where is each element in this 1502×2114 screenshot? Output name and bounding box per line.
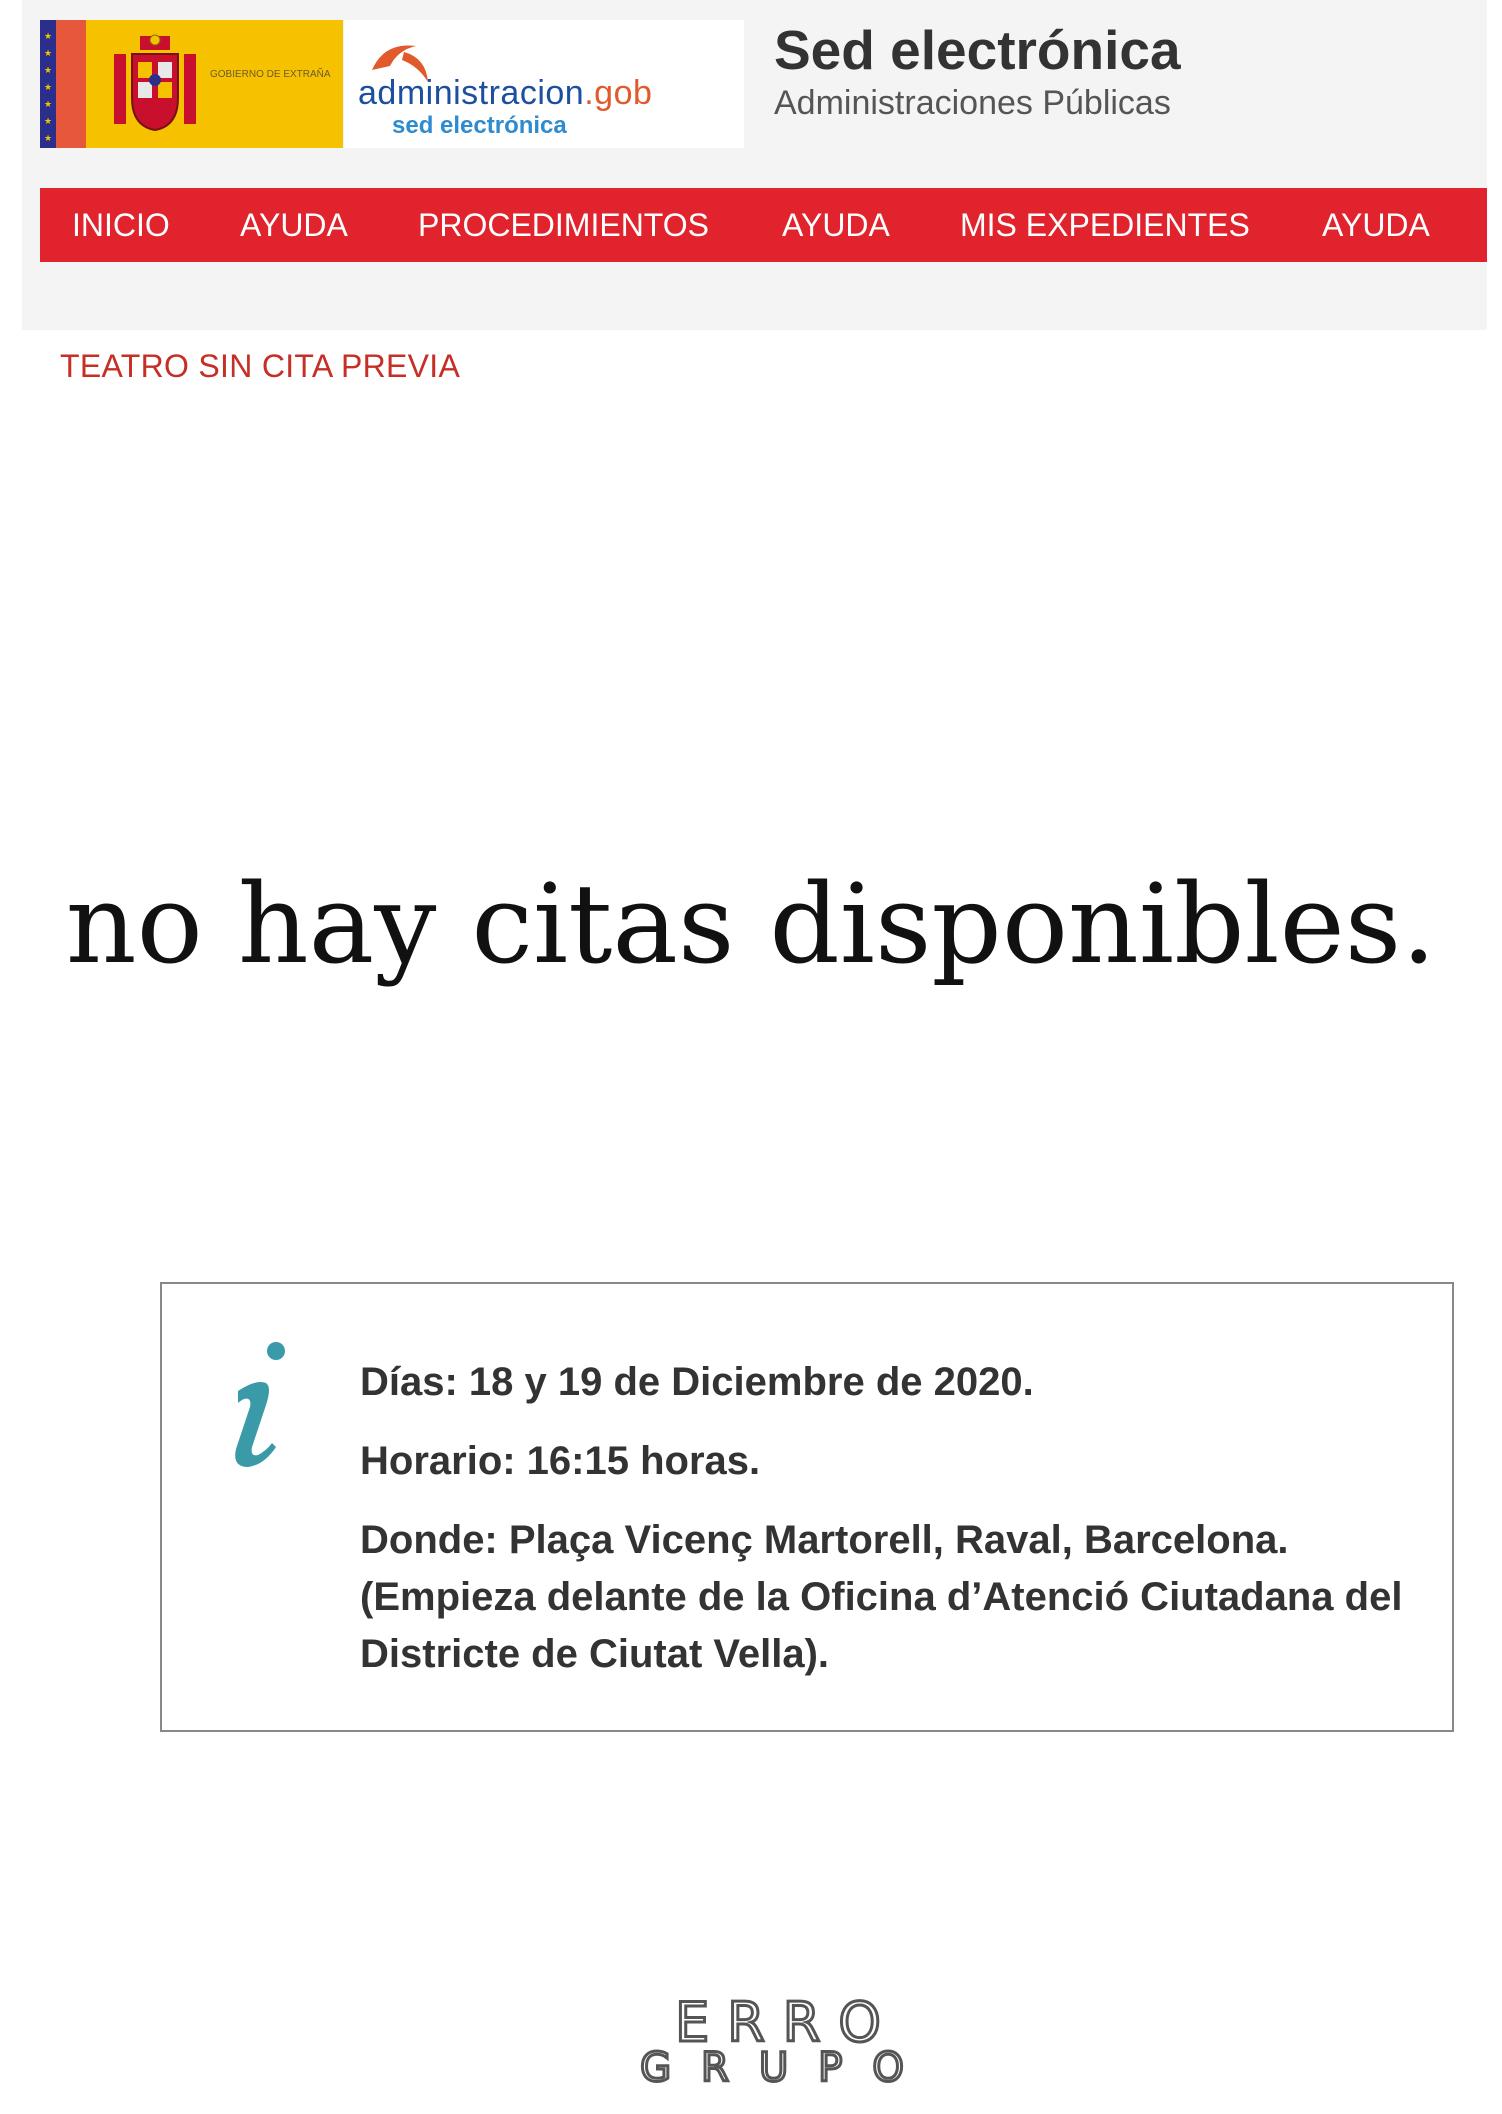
brand-bottom: GRUPO bbox=[640, 2045, 934, 2085]
info-icon bbox=[222, 1339, 292, 1479]
info-box bbox=[160, 1282, 1454, 1732]
admin-logo-suffix: .gob bbox=[584, 74, 653, 112]
administracion-gob-logo[interactable] bbox=[344, 20, 744, 148]
eu-flag-strip bbox=[40, 20, 56, 148]
site-title: Sed electrónica bbox=[774, 19, 1181, 81]
nav-item-ayuda[interactable]: AYUDA bbox=[240, 207, 348, 243]
nav-item-procedimientos[interactable]: PROCEDIMIENTOS bbox=[418, 207, 709, 243]
red-strip bbox=[56, 20, 86, 148]
nav-item-ayuda[interactable]: AYUDA bbox=[782, 207, 890, 243]
gobierno-logo-text: GOBIERNO DE EXTRAÑA bbox=[210, 69, 331, 80]
admin-logo-word: administracion bbox=[358, 74, 585, 112]
no-appointments-message: no hay citas disponibles. bbox=[65, 860, 1437, 988]
site-header bbox=[22, 0, 1487, 330]
info-horario: Horario: 16:15 horas. bbox=[360, 1439, 761, 1483]
admin-logo-sub: sed electrónica bbox=[392, 112, 567, 139]
site-subtitle: Administraciones Públicas bbox=[774, 84, 1171, 122]
info-donde: Donde: Plaça Vicenç Martorell, Raval, Barcelona. (Empieza delante de la Oficina d’Atenció Ciutadana del Districte de Ciutat Vella). bbox=[360, 1518, 1403, 1676]
nav-item-ayuda[interactable]: AYUDA bbox=[1322, 207, 1430, 243]
info-dias: Días: 18 y 19 de Diciembre de 2020. bbox=[360, 1360, 1034, 1404]
eu-stars-icon: ★ ★ ★ ★ ★ ★ ★ bbox=[43, 31, 53, 143]
main-nav bbox=[40, 188, 1487, 262]
nav-item-inicio[interactable]: INICIO bbox=[72, 207, 170, 243]
erro-grupo-logo bbox=[632, 1995, 942, 2085]
gobierno-logo[interactable] bbox=[40, 20, 343, 148]
nav-item-mis-expedientes[interactable]: MIS EXPEDIENTES bbox=[960, 207, 1250, 243]
coat-of-arms-icon bbox=[110, 34, 200, 134]
brand-top: ERRO bbox=[675, 1995, 899, 2054]
breadcrumb[interactable]: TEATRO SIN CITA PREVIA bbox=[60, 348, 461, 384]
admin-logo-main bbox=[358, 74, 652, 113]
